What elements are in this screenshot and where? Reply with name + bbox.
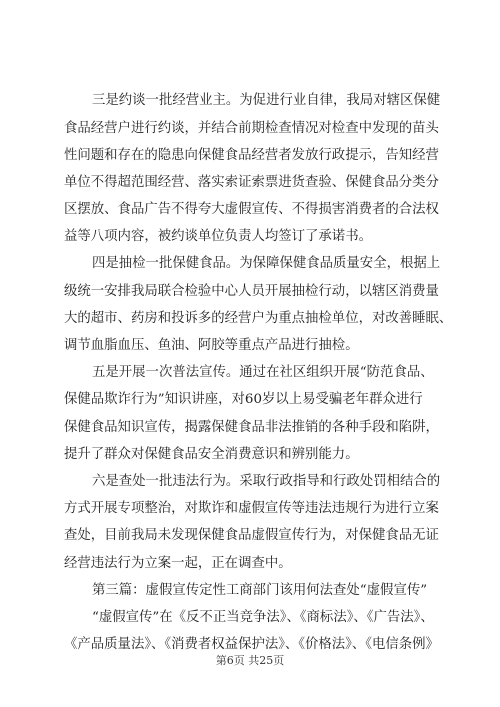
paragraph-line: 区摆放、食品广告不得夸大虚假宣传、不得损害消费者的合法权 [64,202,439,217]
paragraph-line: 大的超市、药房和投诉多的经营户为重点抽检单位，对改善睡眠、 [64,311,453,326]
paragraph-line: 六是查处一批违法行为。采取行政指导和行政处罚相结合的 [92,474,441,489]
paragraph-line: 保健食品知识宣传，揭露保健食品非法推销的各种手段和陷阱， [64,420,439,435]
paragraph-line: 保健品欺诈行为”知识讲座，对60岁以上易受骗老年群众进行 [64,392,423,407]
paragraph-line: “虚假宣传”在《反不正当竞争法》、《商标法》、《广告法》、 [92,610,434,625]
paragraph-line: 经营违法行为立案一起，正在调查中。 [64,556,292,571]
paragraph-line: 单位不得超范围经营、落实索证索票进货查验、保健食品分类分 [64,175,439,190]
paragraph-line: 益等八项内容，被约谈单位负责人均签订了承诺书。 [64,229,372,244]
paragraph-line: 查处，目前我局未发现保健食品虚假宣传行为，对保健食品无证 [64,528,439,543]
paragraph-line: 级统一安排我局联合检验中心人员开展抽检行动，以辖区消费量 [64,284,439,299]
paragraph-line: 方式开展专项整治，对欺诈和虚假宣传等违法违规行为进行立案 [64,501,439,516]
paragraph-line: 《产品质量法》、《消费者权益保护法》、《价格法》、《电信条例》 [64,637,439,652]
paragraph-line: 五是开展一次普法宣传。通过在社区组织开展“防范食品、 [92,365,434,380]
paragraph-line: 提升了群众对保健食品安全消费意识和辨别能力。 [64,447,359,462]
paragraph-line: 三是约谈一批经营业主。为促进行业自律，我局对辖区保健 [92,93,441,108]
section-heading-line: 第三篇：虚假宣传定性工商部门该用何法查处“虚假宣传” [92,583,428,598]
paragraph-line: 食品经营户进行约谈，并结合前期检查情况对检查中发现的苗头 [64,121,439,136]
paragraph-line: 四是抽检一批保健食品。为保障保健食品质量安全，根据上 [92,256,441,271]
page-number-footer: 第6页 共25页 [215,654,285,667]
paragraph-line: 调节血脂血压、鱼油、阿胶等重点产品进行抽检。 [64,338,359,353]
paragraph-line: 性问题和存在的隐患向保健食品经营者发放行政提示，告知经营 [64,148,439,163]
